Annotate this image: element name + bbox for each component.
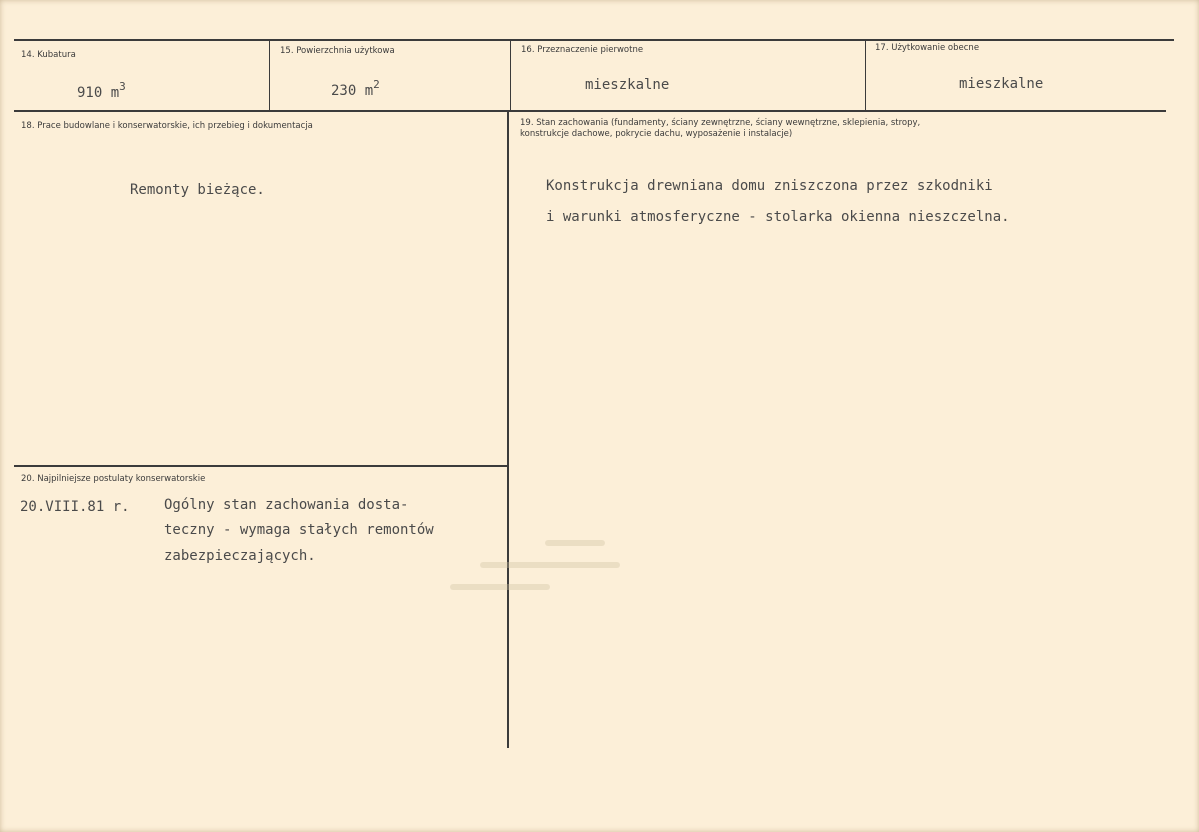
field-20-label: 20. Najpilniejsze postulaty konserwatorskie <box>21 474 206 484</box>
field-17-value: mieszkalne <box>959 76 1044 92</box>
field-16-label: 16. Przeznaczenie pierwotne <box>521 45 644 55</box>
field-15-label: 15. Powierzchnia użytkowa <box>280 46 395 56</box>
field-20-line2: teczny - wymaga stałych remontów <box>164 522 434 538</box>
field-14-number: 910 m <box>77 85 120 101</box>
field-14-exponent: 3 <box>119 80 126 93</box>
field-20-line1: Ogólny stan zachowania dosta- <box>164 497 409 513</box>
divider-14-15 <box>269 40 270 111</box>
field-19-line1: Konstrukcja drewniana domu zniszczona przez szkodniki <box>546 178 993 194</box>
field-20-line3: zabezpieczających. <box>164 548 316 564</box>
field-20-date: 20.VIII.81 r. <box>20 499 130 515</box>
field-16-value: mieszkalne <box>585 77 670 93</box>
field-19-line2: i warunki atmosferyczne - stolarka okienna nieszczelna. <box>546 209 1010 225</box>
field-19-label-line2: konstrukcje dachowe, pokrycie dachu, wyposażenie i instalacje) <box>520 129 793 139</box>
field-15-exponent: 2 <box>373 78 380 91</box>
bleed-through-stamp <box>450 532 620 602</box>
field-19-label-line1: 19. Stan zachowania (fundamenty, ściany zewnętrzne, ściany wewnętrzne, sklepienia, stropy, <box>520 118 921 128</box>
top-rule <box>14 39 1174 41</box>
divider-15-16 <box>510 40 511 111</box>
field-15-number: 230 m <box>331 83 374 99</box>
field-14-label: 14. Kubatura <box>21 50 76 60</box>
divider-main <box>507 111 509 748</box>
section20-top-rule <box>14 465 508 467</box>
field-17-label: 17. Użytkowanie obecne <box>875 43 980 53</box>
field-18-value: Remonty bieżące. <box>130 182 265 198</box>
field-15-value <box>331 78 380 99</box>
row1-bottom-rule <box>14 110 1166 112</box>
divider-16-17 <box>865 40 866 111</box>
field-18-label: 18. Prace budowlane i konserwatorskie, ich przebieg i dokumentacja <box>21 121 313 131</box>
field-14-value <box>77 80 126 101</box>
